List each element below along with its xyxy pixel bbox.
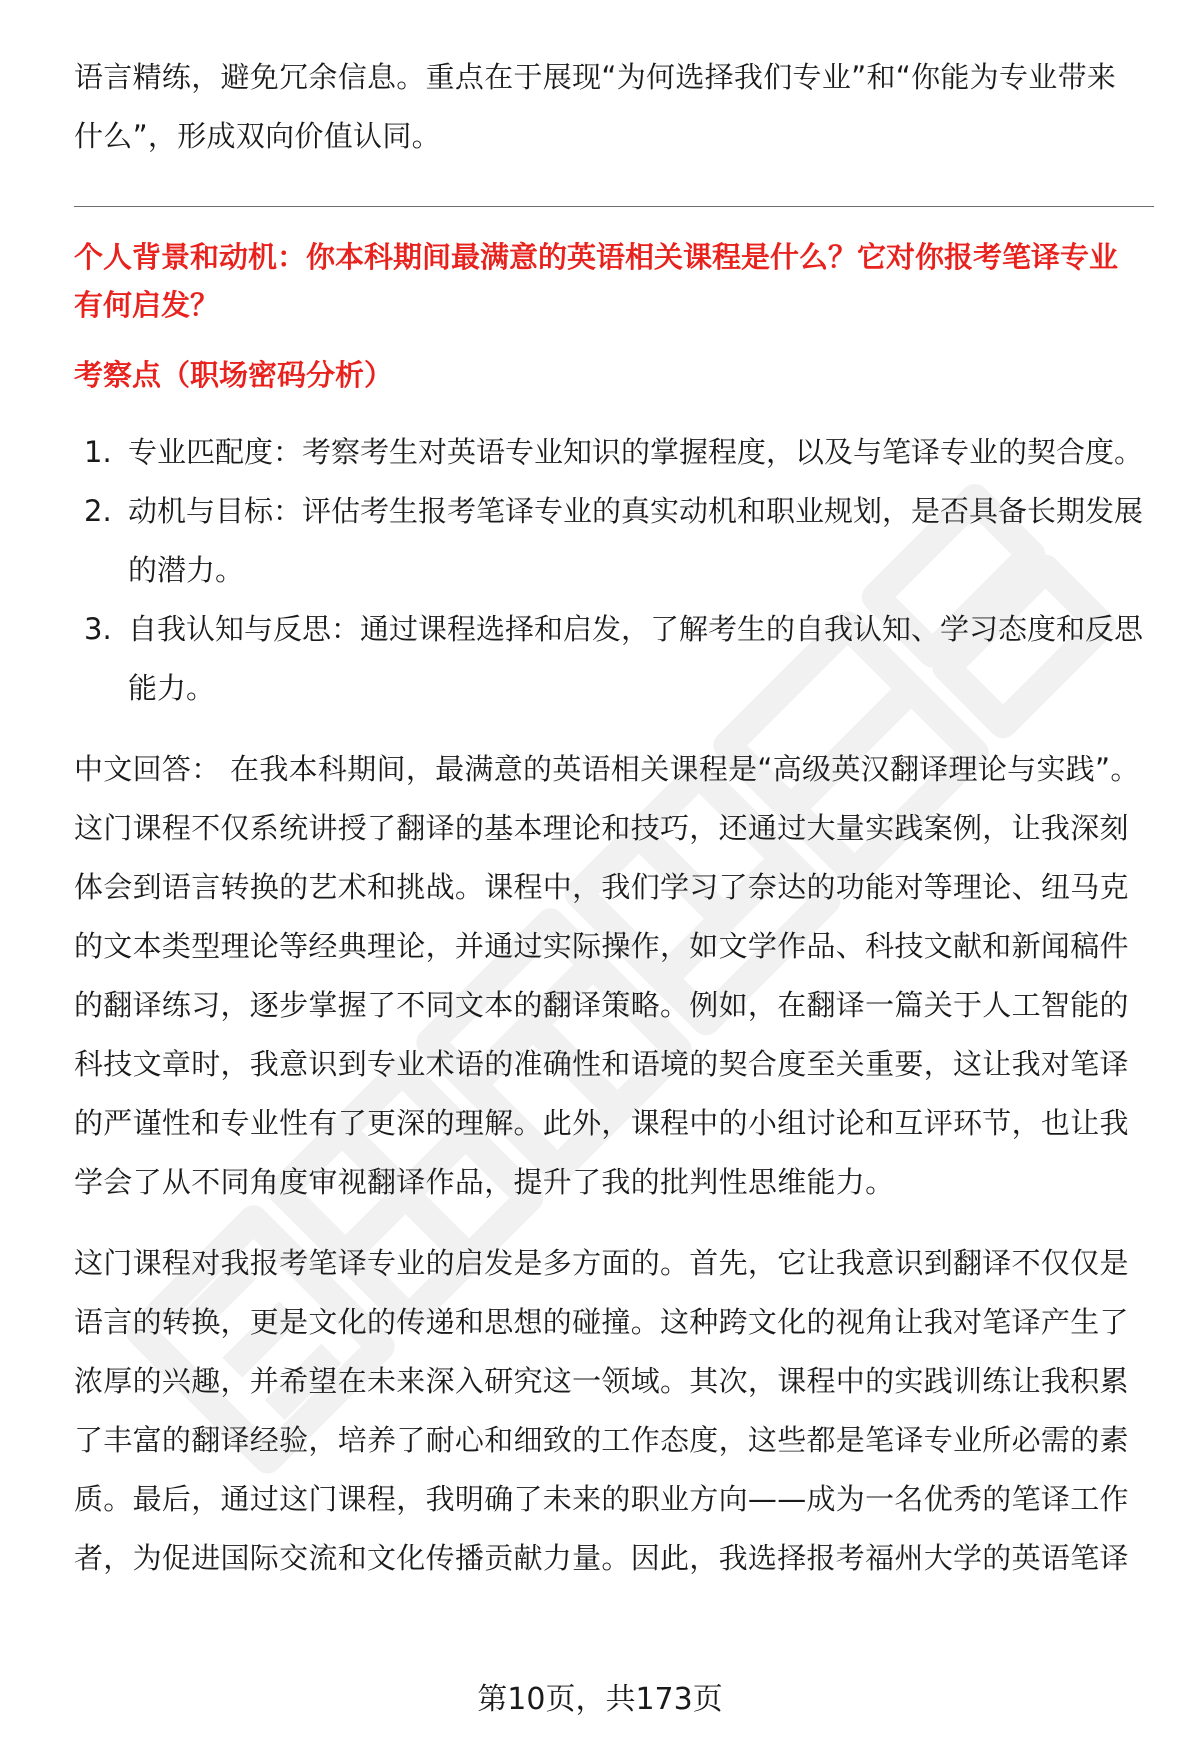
list-item-number: 3.: [84, 612, 112, 646]
answer-paragraph: 中文回答： 在我本科期间，最满意的英语相关课程是“高级英汉翻译理论与实践”。这门课程不仅系统讲授了翻译的基本理论和技巧，还通过大量实践案例，让我深刻体会到语言转换的艺术和挑战。课程中，我们学习了奈达的功能对等理论、纽马克的文本类型理论等经典理论，并通过实际操作，如文学作品、科技文献和新闻稿件的翻译练习，逐步掌握了不同文本的翻译策略。例如，在翻译一篇关于人工智能的科技文章时，我意识到专业术语的准确性和语境的契合度至关重要，这让我对笔译的严谨性和专业性有了更深的理解。此外，课程中的小组讨论和互评环节，也让我学会了从不同角度审视翻译作品，提升了我的批判性思维能力。: [74, 752, 1140, 1199]
intro-paragraph: 语言精练，避免冗余信息。重点在于展现“为何选择我们专业”和“你能为专业带来什么”，形成双向价值认同。: [74, 60, 1117, 153]
list-item-text: 动机与目标：评估考生报考笔译专业的真实动机和职业规划，是否具备长期发展的潜力。: [128, 494, 1144, 587]
list-item-number: 1.: [84, 435, 112, 469]
section-divider: [74, 206, 1154, 207]
document-page: [74, 48, 1144, 1588]
list-item: [74, 482, 1144, 600]
page-footer: 第10页，共173页: [477, 1682, 723, 1717]
assessment-points-list: [74, 423, 1144, 718]
list-item-text: 专业匹配度：考察考生对英语专业知识的掌握程度，以及与笔译专业的契合度。: [128, 435, 1144, 469]
question-heading: 个人背景和动机：你本科期间最满意的英语相关课程是什么？它对你报考笔译专业有何启发？: [74, 240, 1119, 322]
list-item-text: 自我认知与反思：通过课程选择和启发，了解考生的自我认知、学习态度和反思能力。: [128, 612, 1144, 705]
inspiration-paragraph: 这门课程对我报考笔译专业的启发是多方面的。首先，它让我意识到翻译不仅仅是语言的转换，更是文化的传递和思想的碰撞。这种跨文化的视角让我对笔译产生了浓厚的兴趣，并希望在未来深入研究这一领域。其次，课程中的实践训练让我积累了丰富的翻译经验，培养了耐心和细致的工作态度，这些都是笔译专业所必需的素质。最后，通过这门课程，我明确了未来的职业方向——成为一名优秀的笔译工作者，为促进国际交流和文化传播贡献力量。因此，我选择报考福州大学的英语笔译: [74, 1246, 1129, 1575]
list-item: [74, 600, 1144, 718]
list-item-number: 2.: [84, 494, 112, 528]
list-item: [74, 423, 1144, 482]
assessment-subheading: 考察点（职场密码分析）: [74, 358, 394, 392]
